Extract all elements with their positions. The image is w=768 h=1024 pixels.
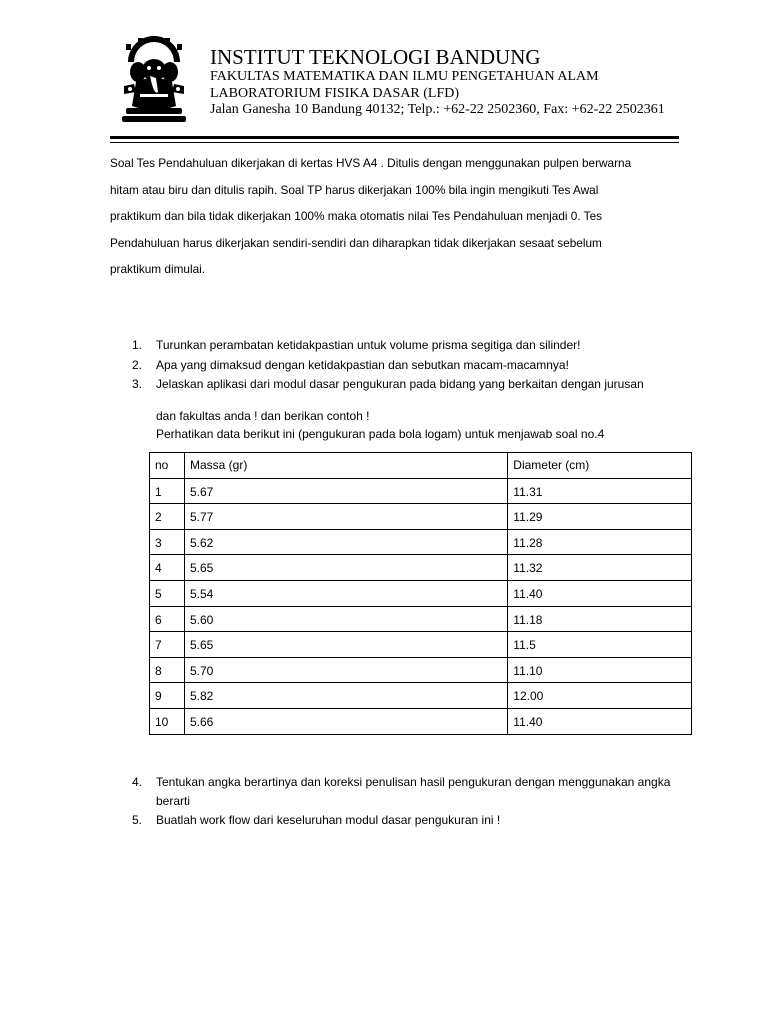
intro-line: hitam atau biru dan ditulis rapih. Soal TP harus dikerjakan 100% bila ingin mengikuti Tes Awal (110, 182, 599, 197)
question-text: Tentukan angka berartinya dan koreksi penulisan hasil pengukuran dengan menggunakan angka berarti (156, 775, 671, 808)
table-row (150, 555, 692, 581)
column-header-no: no (150, 453, 185, 479)
question-item (132, 356, 692, 376)
header-divider-thin (110, 142, 679, 143)
table-row (150, 683, 692, 709)
intro-line: praktikum dan bila tidak dikerjakan 100% maka otomatis nilai Tes Pendahuluan menjadi 0. Tes (110, 209, 603, 223)
cell-diameter: 11.10 (508, 657, 692, 683)
question-number: 2. (132, 357, 143, 372)
address-line: Jalan Ganesha 10 Bandung 40132; Telp.: +62-22 2502360, Fax: +62-22 2502361 (210, 102, 665, 117)
cell-mass: 5.67 (184, 478, 507, 504)
measurement-table (149, 452, 692, 735)
cell-no: 4 (150, 555, 185, 581)
cell-diameter: 11.5 (508, 632, 692, 658)
table-row (150, 504, 692, 530)
question-text: Jelaskan aplikasi dari modul dasar pengukuran pada bidang yang berkaitan dengan jurusan (156, 377, 644, 391)
cell-diameter: 11.28 (508, 529, 692, 555)
table-row (150, 478, 692, 504)
intro-line: praktikum dimulai. (110, 262, 206, 276)
cell-mass: 5.82 (184, 683, 507, 709)
question-text: Apa yang dimaksud dengan ketidakpastian dan sebutkan macam-macamnya! (156, 357, 569, 372)
cell-no: 3 (150, 529, 185, 555)
cell-diameter: 11.32 (508, 555, 692, 581)
cell-diameter: 11.29 (508, 504, 692, 530)
intro-line: Soal Tes Pendahuluan dikerjakan di kertas HVS A4 . Ditulis dengan menggunakan pulpen berwarna (110, 156, 632, 170)
table-row (150, 529, 692, 555)
question-text-continued: dan fakultas anda ! dan berikan contoh ! (156, 408, 370, 423)
cell-no: 1 (150, 478, 185, 504)
column-header-mass: Massa (gr) (184, 453, 507, 479)
cell-mass: 5.65 (184, 555, 507, 581)
cell-diameter: 11.31 (508, 478, 692, 504)
question-text: Turunkan perambatan ketidakpastian untuk volume prisma segitiga dan silinder! (156, 338, 581, 352)
question-number: 5. (132, 813, 143, 827)
question-number: 4. (132, 775, 143, 789)
cell-diameter: 11.40 (508, 580, 692, 606)
table-row (150, 632, 692, 658)
cell-mass: 5.77 (184, 504, 507, 530)
question-text: Buatlah work flow dari keseluruhan modul dasar pengukuran ini ! (156, 813, 501, 827)
question-item (132, 336, 692, 356)
cell-mass: 5.66 (184, 708, 507, 734)
cell-mass: 5.60 (184, 606, 507, 632)
question-list-part1 (132, 336, 692, 433)
cell-mass: 5.70 (184, 657, 507, 683)
cell-mass: 5.54 (184, 580, 507, 606)
question-number: 3. (132, 377, 143, 391)
cell-no: 7 (150, 632, 185, 658)
itb-ganesha-logo-icon (118, 36, 190, 124)
table-header-row (150, 453, 692, 479)
letterhead (210, 45, 665, 119)
faculty-name: FAKULTAS MATEMATIKA DAN ILMU PENGETAHUAN ALAM (210, 69, 599, 84)
question-item (132, 811, 692, 830)
cell-no: 9 (150, 683, 185, 709)
table-row (150, 708, 692, 734)
column-header-diameter: Diameter (cm) (508, 453, 692, 479)
question-number: 1. (132, 338, 143, 352)
cell-diameter: 11.18 (508, 606, 692, 632)
table-row (150, 606, 692, 632)
intro-paragraph (110, 150, 680, 283)
question-list-part2 (132, 773, 692, 830)
cell-mass: 5.65 (184, 632, 507, 658)
cell-no: 8 (150, 657, 185, 683)
cell-diameter: 11.40 (508, 708, 692, 734)
table-row (150, 657, 692, 683)
cell-no: 6 (150, 606, 185, 632)
cell-no: 5 (150, 580, 185, 606)
question-item (132, 773, 692, 811)
cell-diameter: 12.00 (508, 683, 692, 709)
cell-no: 2 (150, 504, 185, 530)
laboratory-name: LABORATORIUM FISIKA DASAR (LFD) (210, 85, 460, 101)
intro-line: Pendahuluan harus dikerjakan sendiri-sendiri dan diharapkan tidak dikerjakan sesaat sebelum (110, 235, 602, 250)
institution-name: INSTITUT TEKNOLOGI BANDUNG (210, 45, 541, 69)
cell-mass: 5.62 (184, 529, 507, 555)
header-divider-thick (110, 136, 679, 139)
table-intro-text: Perhatikan data berikut ini (pengukuran pada bola logam) untuk menjawab soal no.4 (156, 427, 605, 441)
table-row (150, 580, 692, 606)
question-item (132, 375, 692, 433)
cell-no: 10 (150, 708, 185, 734)
